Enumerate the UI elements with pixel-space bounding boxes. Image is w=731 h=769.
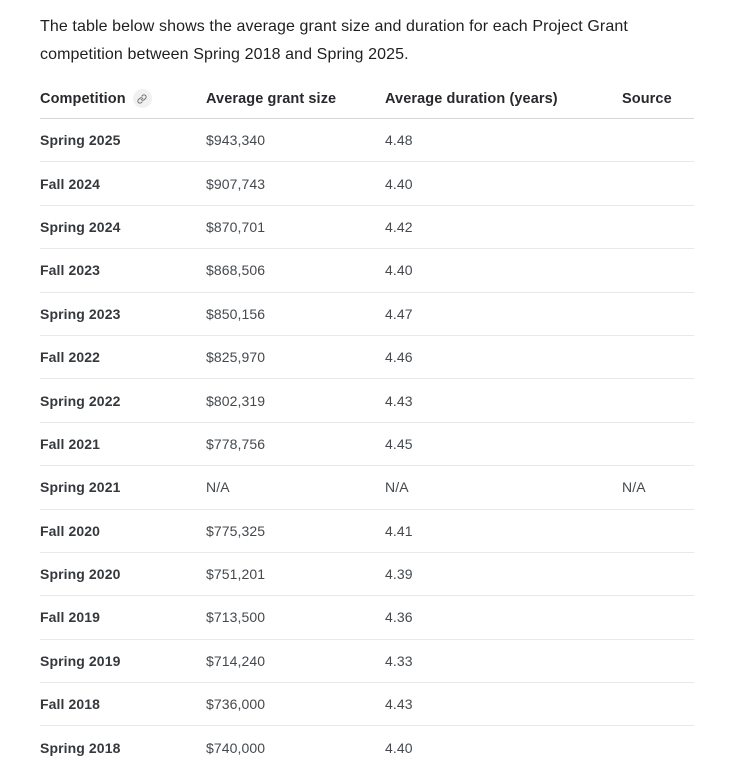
- table-row: [40, 206, 694, 249]
- table-row: [40, 423, 694, 466]
- grant-size-cell: $825,970: [206, 349, 266, 366]
- grant-size-cell: $943,340: [206, 132, 266, 149]
- grant-size-cell: $870,701: [206, 218, 266, 235]
- table-row: [40, 683, 694, 726]
- competition-cell: Fall 2021: [40, 435, 101, 452]
- competition-cell: Fall 2018: [40, 696, 101, 713]
- column-header-avg-grant-size: Average grant size: [206, 90, 337, 107]
- competition-cell: Fall 2020: [40, 522, 101, 539]
- duration-cell: 4.40: [385, 739, 413, 756]
- competition-cell: Spring 2020: [40, 566, 121, 583]
- duration-cell: 4.45: [385, 435, 413, 452]
- duration-cell: 4.33: [385, 652, 413, 669]
- grant-size-cell: $775,325: [206, 522, 266, 539]
- grant-size-cell: $714,240: [206, 652, 266, 669]
- competition-cell: Spring 2025: [40, 132, 121, 149]
- competition-cell: Spring 2023: [40, 305, 121, 322]
- duration-cell: N/A: [385, 479, 409, 496]
- competition-cell: Spring 2022: [40, 392, 121, 409]
- competition-cell: Spring 2018: [40, 739, 121, 756]
- grant-size-cell: $740,000: [206, 739, 266, 756]
- table-row: [40, 466, 694, 509]
- table-row: [40, 553, 694, 596]
- duration-cell: 4.40: [385, 262, 413, 279]
- competition-cell: Spring 2021: [40, 479, 121, 496]
- column-header-competition-label: Competition: [40, 90, 126, 107]
- grant-size-cell: N/A: [206, 479, 230, 496]
- table-row: [40, 162, 694, 205]
- grants-table: [40, 89, 694, 769]
- table-row: [40, 640, 694, 683]
- intro-paragraph: The table below shows the average grant size and duration for each Project Grant competition between Spring 2018 and Spring 2025.: [40, 18, 628, 63]
- grant-size-cell: $713,500: [206, 609, 266, 626]
- column-header-avg-duration: Average duration (years): [385, 90, 558, 107]
- table-row: [40, 726, 694, 768]
- grant-size-cell: $868,506: [206, 262, 266, 279]
- competition-cell: Fall 2024: [40, 175, 101, 192]
- table-row: [40, 336, 694, 379]
- competition-cell: Spring 2019: [40, 652, 121, 669]
- duration-cell: 4.43: [385, 696, 413, 713]
- source-cell: N/A: [622, 479, 646, 496]
- table-row: [40, 293, 694, 336]
- table-header-row: [40, 89, 694, 119]
- competition-cell: Fall 2019: [40, 609, 101, 626]
- table-row: [40, 596, 694, 639]
- grant-size-cell: $751,201: [206, 566, 266, 583]
- duration-cell: 4.39: [385, 566, 413, 583]
- duration-cell: 4.47: [385, 305, 413, 322]
- link-icon[interactable]: [133, 89, 152, 108]
- duration-cell: 4.40: [385, 175, 413, 192]
- competition-cell: Spring 2024: [40, 218, 121, 235]
- table-row: [40, 249, 694, 292]
- table-row: [40, 510, 694, 553]
- column-header-source: Source: [622, 90, 672, 107]
- grant-size-cell: $907,743: [206, 175, 266, 192]
- duration-cell: 4.48: [385, 132, 413, 149]
- duration-cell: 4.46: [385, 349, 413, 366]
- table-row: [40, 119, 694, 162]
- duration-cell: 4.36: [385, 609, 413, 626]
- table-row: [40, 379, 694, 422]
- grant-size-cell: $850,156: [206, 305, 266, 322]
- competition-cell: Fall 2023: [40, 262, 101, 279]
- duration-cell: 4.42: [385, 218, 413, 235]
- grant-size-cell: $778,756: [206, 435, 266, 452]
- grant-size-cell: $802,319: [206, 392, 266, 409]
- column-header-competition: [40, 89, 206, 108]
- duration-cell: 4.43: [385, 392, 413, 409]
- duration-cell: 4.41: [385, 522, 413, 539]
- competition-cell: Fall 2022: [40, 349, 101, 366]
- grant-size-cell: $736,000: [206, 696, 266, 713]
